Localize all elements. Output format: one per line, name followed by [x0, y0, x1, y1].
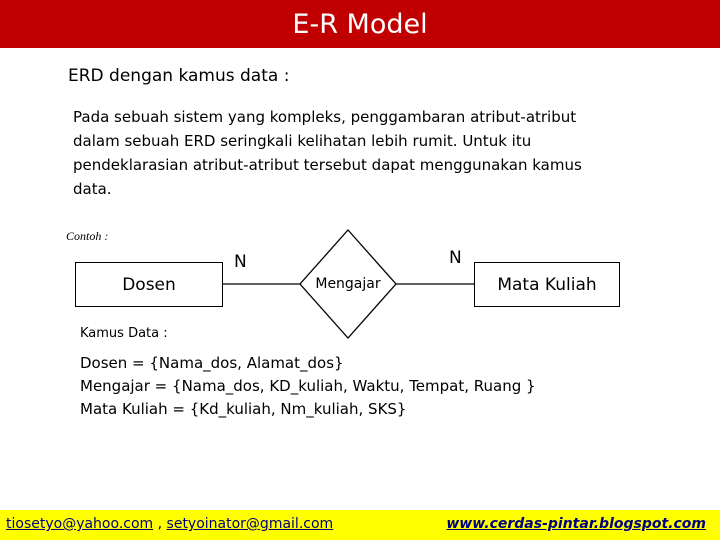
- paragraph-line: data.: [73, 180, 112, 198]
- definition-mengajar: Mengajar = {Nama_dos, KD_kuliah, Waktu, Tempat, Ruang }: [80, 377, 536, 395]
- footer-bar: [0, 510, 720, 540]
- slide-heading: ERD dengan kamus data :: [68, 66, 290, 86]
- email-link-1[interactable]: tiosetyo@yahoo.com: [6, 516, 154, 532]
- footer-contacts: [6, 516, 333, 532]
- website-link[interactable]: www.cerdas-pintar.blogspot.com: [446, 516, 706, 532]
- footer-separator: ,: [153, 516, 167, 532]
- paragraph-line: pendeklarasian atribut-atribut tersebut dapat menggunakan kamus: [73, 156, 582, 174]
- cardinality-left: N: [234, 252, 247, 272]
- relationship-label: Mengajar: [315, 276, 381, 292]
- kamus-data-label: Kamus Data :: [80, 326, 168, 341]
- slide-title: E-R Model: [292, 8, 428, 40]
- kamus-definitions: [80, 352, 536, 421]
- footer-website: [446, 516, 706, 532]
- entity-mata-kuliah: [474, 262, 620, 307]
- entity-dosen: [75, 262, 223, 307]
- email-link-2[interactable]: setyoinator@gmail.com: [166, 516, 334, 532]
- entity-dosen-label: Dosen: [122, 274, 176, 295]
- paragraph-line: Pada sebuah sistem yang kompleks, penggambaran atribut-atribut: [73, 108, 577, 126]
- entity-mata-kuliah-label: Mata Kuliah: [497, 274, 597, 295]
- definition-mata-kuliah: Mata Kuliah = {Kd_kuliah, Nm_kuliah, SKS}: [80, 400, 407, 418]
- example-label: Contoh :: [66, 229, 109, 243]
- cardinality-right: N: [449, 248, 462, 268]
- paragraph-line: dalam sebuah ERD seringkali kelihatan lebih rumit. Untuk itu: [73, 132, 532, 150]
- definition-dosen: Dosen = {Nama_dos, Alamat_dos}: [80, 354, 344, 372]
